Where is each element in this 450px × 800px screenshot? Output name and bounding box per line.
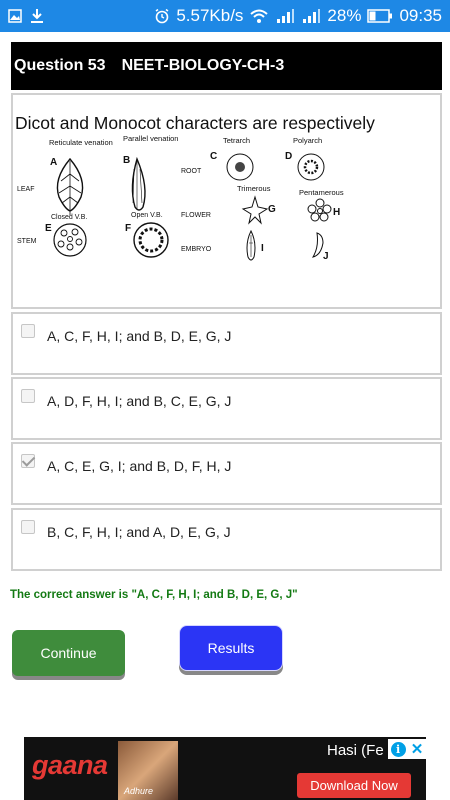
correct-answer-text: The correct answer is "A, C, F, H, I; and B, D, E, G, J": [10, 589, 298, 601]
signal-icon: [275, 8, 295, 24]
label-closed-vb: Closed V.B.: [51, 214, 88, 221]
question-box: [11, 93, 442, 309]
ad-poster-text: Adhure: [124, 786, 154, 796]
row-label-stem: STEM: [17, 238, 37, 245]
ad-choices[interactable]: [388, 739, 426, 759]
download-icon: [30, 8, 44, 24]
option-checkbox-checked[interactable]: [21, 454, 35, 468]
option-3[interactable]: [11, 442, 442, 505]
letter-i: I: [261, 243, 264, 254]
letter-d: D: [285, 151, 293, 162]
label-pentamerous: Pentamerous: [299, 188, 344, 197]
letter-c: C: [210, 151, 218, 162]
letter-h: H: [333, 207, 341, 218]
label-trimerous: Trimerous: [237, 184, 271, 193]
continue-button[interactable]: Continue: [12, 630, 125, 676]
embryo-j: [313, 233, 323, 257]
letter-b: B: [123, 155, 131, 166]
results-button[interactable]: Results: [179, 625, 283, 671]
option-label: A, C, E, G, I; and B, D, F, H, J: [47, 458, 232, 474]
option-1[interactable]: [11, 312, 442, 375]
trimerous-flower: [243, 197, 267, 223]
polyarch-root: [298, 154, 324, 180]
row-label-root: ROOT: [181, 168, 202, 175]
letter-j: J: [323, 251, 329, 262]
question-number: Question 53: [14, 57, 106, 74]
battery-icon: [367, 9, 393, 23]
ad-headline: Hasi (Fe: [327, 742, 384, 759]
label-polyarch: Polyarch: [293, 136, 323, 145]
letter-e: E: [45, 223, 52, 234]
ad-brand-logo: gaana: [32, 750, 108, 780]
letter-g: G: [268, 204, 276, 215]
option-label: A, C, F, H, I; and B, D, E, G, J: [47, 328, 232, 344]
network-speed: 5.57Kb/s: [176, 6, 244, 25]
option-2[interactable]: [11, 377, 442, 440]
pentamerous-flower: [308, 199, 331, 221]
option-checkbox[interactable]: [21, 324, 35, 338]
ad-banner[interactable]: [24, 737, 426, 800]
letter-f: F: [125, 223, 132, 234]
option-label: A, D, F, H, I; and B, C, E, G, J: [47, 393, 232, 409]
question-text: Dicot and Monocot characters are respectively: [15, 113, 375, 133]
question-header: [11, 42, 442, 90]
image-icon: [8, 9, 22, 23]
option-label: B, C, F, H, I; and A, D, E, G, J: [47, 524, 231, 540]
question-diagram: [15, 134, 355, 267]
row-label-embryo: EMBRYO: [181, 246, 212, 253]
info-icon[interactable]: i: [391, 742, 406, 757]
ad-download-button[interactable]: Download Now: [297, 773, 411, 798]
letter-a: A: [50, 157, 58, 168]
signal-icon-2: [301, 8, 321, 24]
ad-poster-image: [118, 741, 178, 800]
close-icon[interactable]: ✕: [410, 741, 424, 758]
option-4[interactable]: [11, 508, 442, 571]
label-reticulate: Reticulate venation: [49, 138, 113, 147]
wifi-icon: [249, 8, 269, 24]
option-checkbox[interactable]: [21, 520, 35, 534]
battery-level: 28%: [327, 6, 362, 25]
status-bar: [0, 0, 450, 32]
label-parallel: Parallel venation: [123, 134, 179, 143]
chapter-title: NEET-BIOLOGY-CH-3: [121, 57, 285, 74]
clock-time: 09:35: [399, 6, 442, 25]
parallel-leaf: [132, 159, 145, 210]
option-checkbox[interactable]: [21, 389, 35, 403]
row-label-leaf: LEAF: [17, 186, 35, 193]
row-label-flower: FLOWER: [181, 212, 211, 219]
label-open-vb: Open V.B.: [131, 212, 163, 219]
label-tetrarch: Tetrarch: [223, 136, 251, 145]
alarm-icon: [154, 8, 170, 24]
